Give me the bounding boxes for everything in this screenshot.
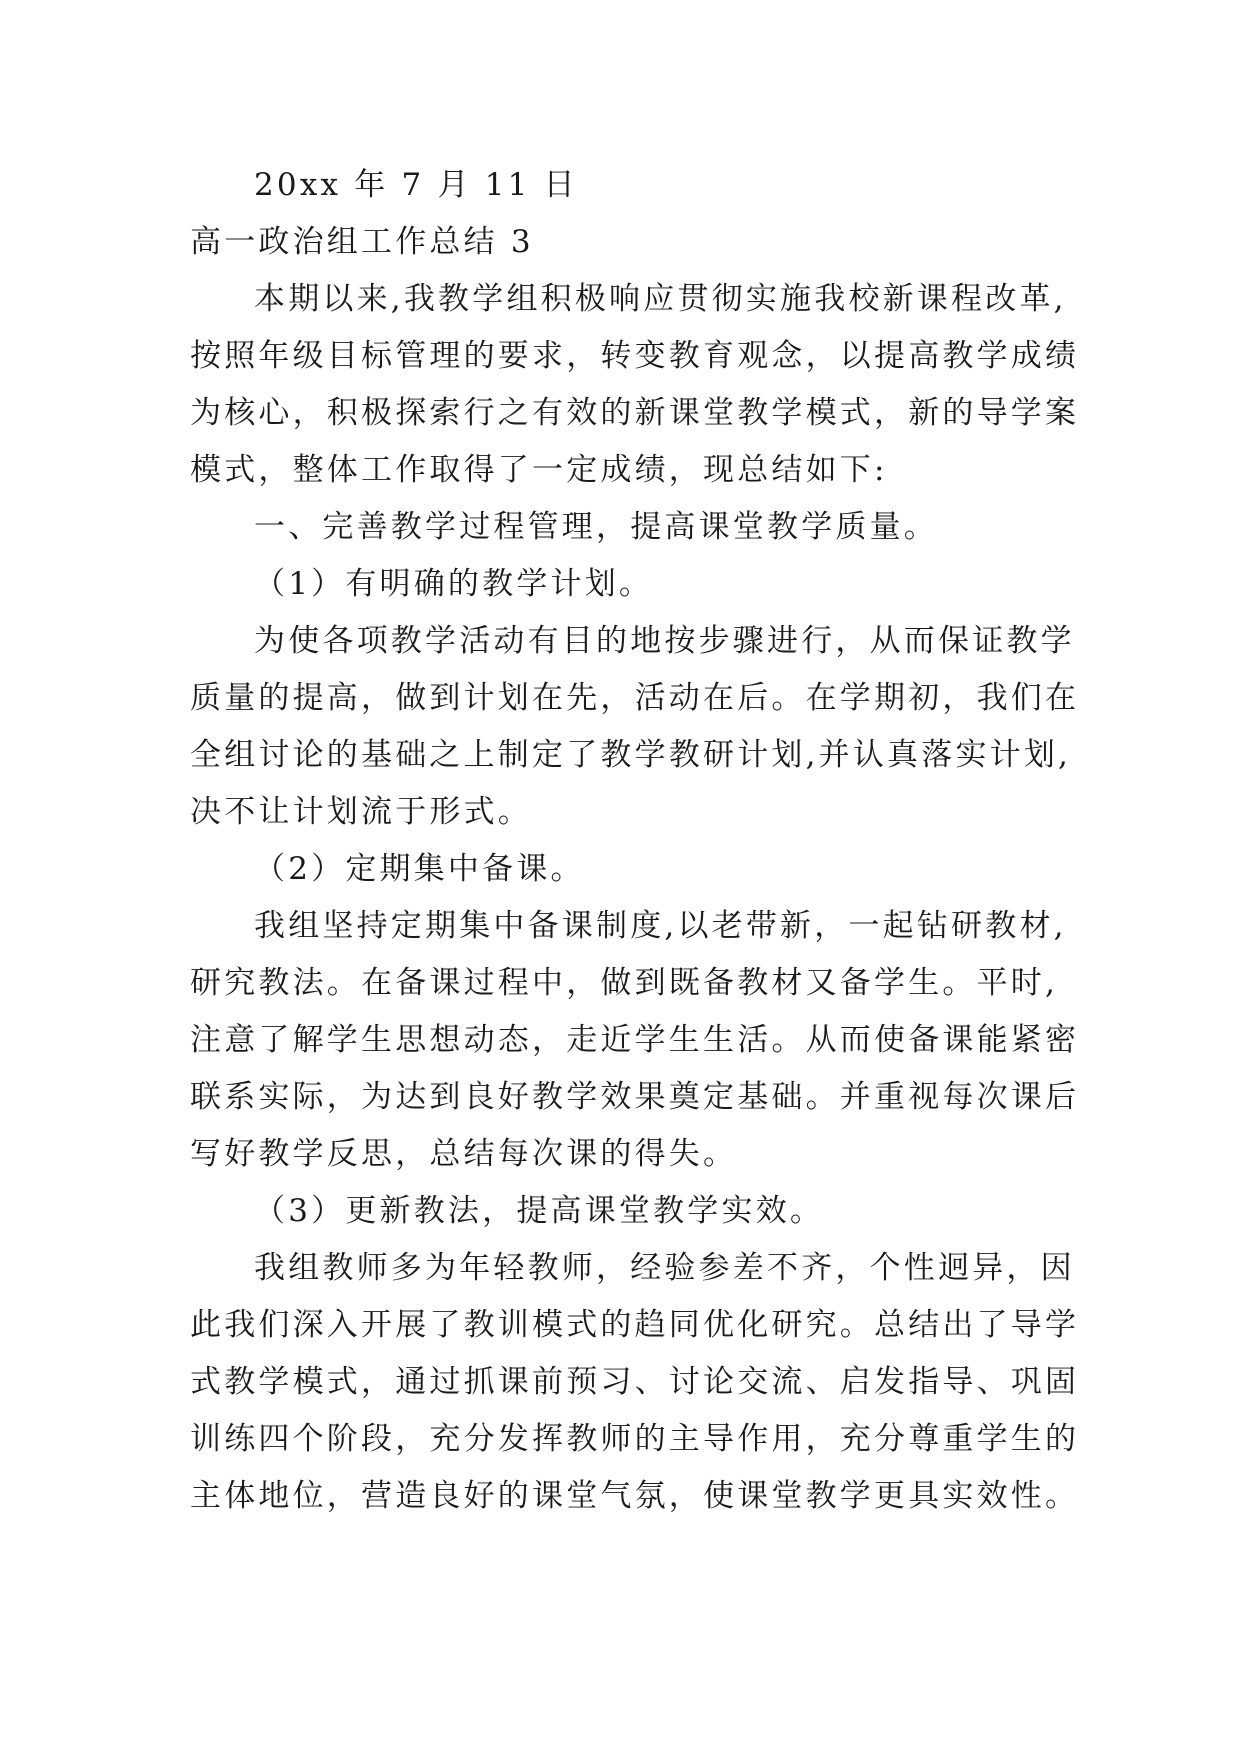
sub-3-line-4: 训练四个阶段，充分发挥教师的主导作用，充分尊重学生的 [190, 1421, 1080, 1457]
sub-2-line-2: 研究教法。在备课过程中，做到既备教材又备学生。平时, [190, 965, 1059, 1001]
sub-3-title: （3）更新教法，提高课堂教学实效。 [254, 1193, 825, 1229]
sub-1-line-2: 质量的提高，做到计划在先，活动在后。在学期初，我们在 [190, 680, 1080, 716]
sub-3-line-2: 此我们深入开展了教训模式的趋同优化研究。总结出了导学 [190, 1307, 1080, 1343]
sub-2-line-5: 写好教学反思，总结每次课的得失。 [190, 1136, 738, 1172]
sub-3-line-3: 式教学模式，通过抓课前预习、讨论交流、启发指导、巩固 [190, 1364, 1080, 1400]
sub-1-line-4: 决不让计划流于形式。 [190, 794, 532, 830]
sub-1-line-3: 全组讨论的基础之上制定了教学教研计划,并认真落实计划, [190, 737, 1072, 773]
intro-line-3: 为核心，积极探索行之有效的新课堂教学模式，新的导学案 [190, 395, 1080, 431]
intro-line-2: 按照年级目标管理的要求，转变教育观念，以提高教学成绩 [190, 338, 1080, 374]
intro-line-1: 本期以来,我教学组积极响应贯彻实施我校新课程改革, [254, 281, 1067, 317]
intro-line-4: 模式，整体工作取得了一定成绩，现总结如下: [190, 452, 888, 488]
heading-1: 一、完善教学过程管理，提高课堂教学质量。 [254, 509, 938, 545]
sub-2-title: （2）定期集中备课。 [254, 851, 585, 887]
section-title: 高一政治组工作总结 3 [190, 224, 534, 260]
sub-3-line-1: 我组教师多为年轻教师，经验参差不齐，个性迥异，因 [254, 1250, 1075, 1286]
date-line: 20xx 年 7 月 11 日 [254, 167, 578, 203]
sub-1-title: （1）有明确的教学计划。 [254, 566, 654, 602]
sub-2-line-1: 我组坚持定期集中备课制度,以老带新，一起钻研教材, [254, 908, 1067, 944]
sub-3-line-5: 主体地位，营造良好的课堂气氛，使课堂教学更具实效性。 [190, 1478, 1080, 1514]
sub-2-line-3: 注意了解学生思想动态，走近学生生活。从而使备课能紧密 [190, 1022, 1080, 1058]
sub-1-line-1: 为使各项教学活动有目的地按步骤进行，从而保证教学 [254, 623, 1075, 659]
sub-2-line-4: 联系实际，为达到良好教学效果奠定基础。并重视每次课后 [190, 1079, 1080, 1115]
